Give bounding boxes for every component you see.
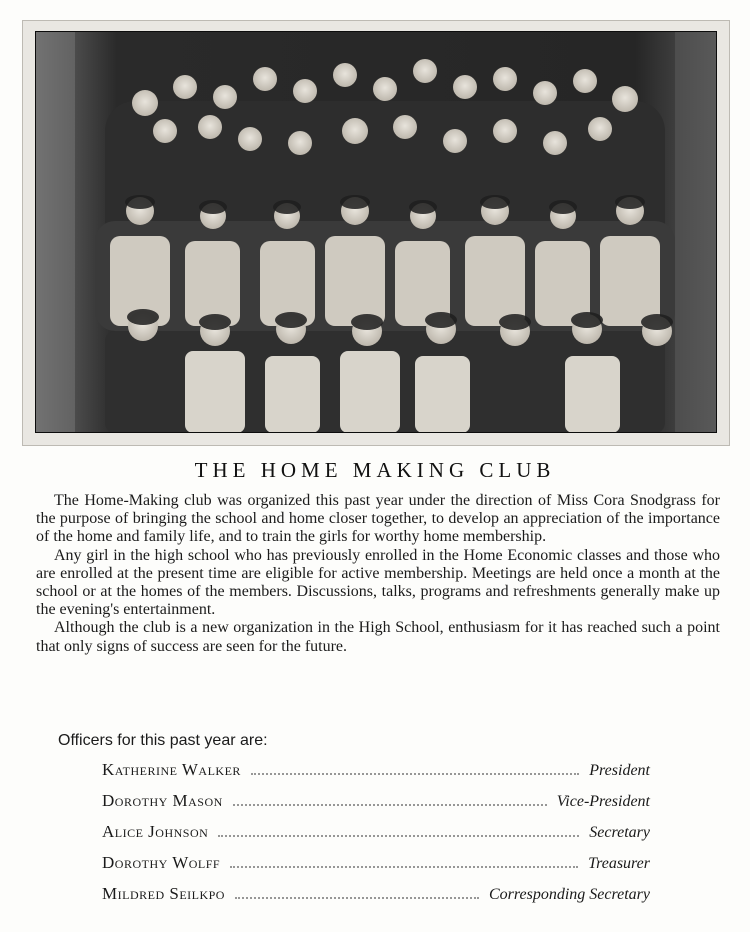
officer-role: Corresponding Secretary (488, 886, 650, 903)
officer-name: Dorothy Wolff (102, 853, 221, 872)
officer-role: Treasurer (588, 855, 650, 872)
group-photo-icon (35, 31, 717, 433)
leader-dots (235, 887, 479, 899)
officers-intro: Officers for this past year are: (58, 732, 268, 749)
group-photo (35, 31, 717, 433)
officer-row (102, 822, 650, 853)
leader-dots (230, 856, 578, 868)
officers-list (102, 760, 650, 915)
article-body (36, 492, 720, 656)
photo-frame (22, 20, 730, 446)
officer-row (102, 853, 650, 884)
officer-name: Mildred Seilkpo (102, 884, 225, 903)
officer-row (102, 791, 650, 822)
officer-role: Secretary (589, 824, 650, 841)
paragraph: Any girl in the high school who has previously enrolled in the Home Economic classes and those who are enrolled at the present time are eligible for active membership. Meetings are held once a month at the school or at the homes of the members. Discussions, talks, programs and refreshments generally make up the evening's entertainment. (36, 546, 720, 619)
leader-dots (251, 763, 579, 775)
officer-row (102, 760, 650, 791)
officer-role: President (589, 762, 650, 779)
leader-dots (233, 794, 547, 806)
paragraph: Although the club is a new organization in the High School, enthusiasm for it has reached such a point that only signs of success are seen for the future. (36, 619, 720, 655)
leader-dots (218, 825, 579, 837)
officer-row (102, 884, 650, 915)
officer-name: Katherine Walker (102, 760, 241, 779)
officer-name: Alice Johnson (102, 822, 209, 841)
officer-role: Vice-President (556, 793, 650, 810)
officer-name: Dorothy Mason (102, 791, 223, 810)
paragraph: The Home-Making club was organized this past year under the direction of Miss Cora Snodgrass for the purpose of bringing the school and home closer together, to develop an appreciation of the importance of the home and family life, and to train the girls for worthy home membership. (36, 492, 720, 546)
page-title: THE HOME MAKING CLUB (194, 458, 556, 482)
